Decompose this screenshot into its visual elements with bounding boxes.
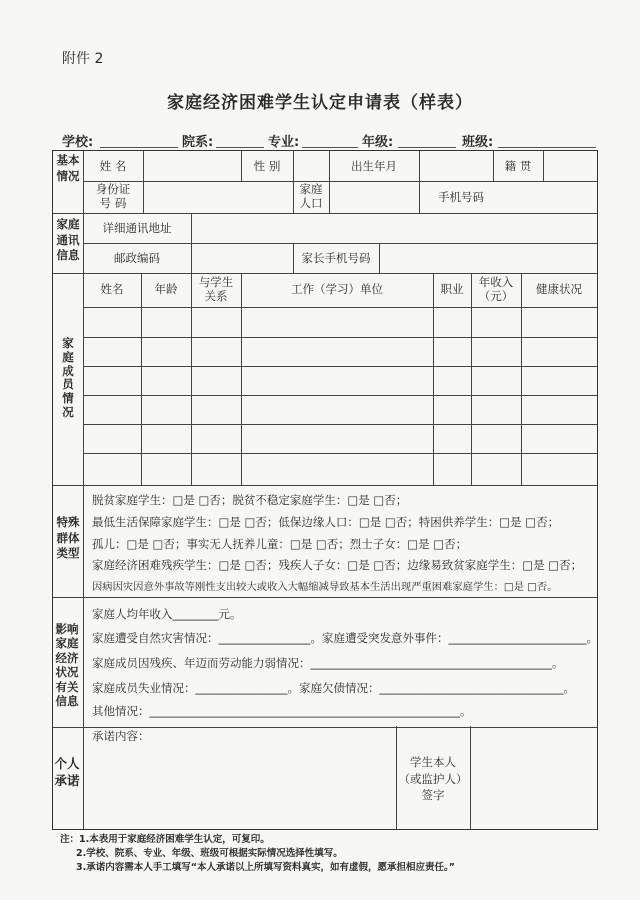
members-col-health: 健康状况: [536, 282, 582, 296]
economic-line-4[interactable]: 家庭成员失业情况：________________。家庭欠债情况：________________________________。: [92, 681, 575, 695]
birth-label: 出生年月: [351, 159, 397, 173]
address-label: 详细通讯地址: [102, 221, 172, 235]
members-col-age: 年龄: [154, 282, 178, 296]
name-field[interactable]: [145, 153, 239, 179]
id-number-field[interactable]: [145, 183, 291, 211]
members-col-income: 年收入 （元）: [478, 275, 514, 304]
gender-field[interactable]: [295, 153, 327, 179]
class-field[interactable]: [498, 147, 596, 148]
department-field[interactable]: [216, 147, 264, 148]
form-notes: [60, 833, 455, 874]
section-basic-info: 基本 情况: [56, 153, 80, 183]
economic-line-2[interactable]: 家庭遭受自然灾害情况：________________。家庭遭受突发意外事件：________________________。: [92, 631, 598, 645]
special-line-3[interactable]: 孤儿：□是 □否；事实无人抚养儿童：□是 □否；烈士子女：□是 □否；: [92, 537, 468, 551]
economic-line-3[interactable]: 家庭成员因残疾、年迈而劳动能力弱情况：__________________________________________。: [92, 656, 564, 670]
economic-line-5[interactable]: 其他情况：______________________________________________________。: [92, 704, 472, 718]
promise-content-field[interactable]: [92, 746, 392, 824]
birth-field[interactable]: [421, 153, 491, 179]
economic-line-1[interactable]: 家庭人均年收入________元。: [92, 607, 242, 621]
household-size-field[interactable]: [331, 183, 417, 211]
promise-content-label: 承诺内容：: [92, 729, 150, 743]
school-field[interactable]: [100, 147, 178, 148]
note-2: 2.学校、院系、专业、年级、班级可根据实际情况选择性填写。: [76, 847, 343, 859]
section-economic-info: 影响 家庭 经济 状况 有关 信息: [55, 622, 79, 708]
special-line-2[interactable]: 最低生活保障家庭学生：□是 □否；低保边缘人口：□是 □否；特困供养学生：□是 □否；: [92, 515, 560, 529]
note-1: 注：1.本表用于家庭经济困难学生认定，可复印。: [60, 834, 270, 845]
signature-label: 学生本人 （或监护人） 签字: [398, 755, 468, 803]
section-special-groups: 特殊 群体 类型: [56, 515, 80, 561]
parent-mobile-field[interactable]: [381, 245, 595, 271]
form-title: 家庭经济困难学生认定申请表（样表）: [167, 93, 473, 113]
special-line-4[interactable]: 家庭经济困难残疾学生：□是 □否；残疾人子女：□是 □否；边缘易致贫家庭学生：□是 □否；: [92, 558, 583, 572]
native-place-label: 籍 贯: [504, 159, 532, 173]
department-label: 院系:: [182, 135, 214, 150]
school-label: 学校:: [62, 135, 94, 150]
parent-mobile-label: 家长手机号码: [301, 251, 371, 265]
grade-field[interactable]: [398, 147, 456, 148]
members-col-relation: 与学生 关系: [198, 275, 234, 304]
class-label: 班级:: [462, 135, 494, 150]
native-place-field[interactable]: [545, 153, 595, 179]
application-form-table: [52, 150, 598, 830]
special-line-5[interactable]: 因病因灾因意外事故等刚性支出较大或收入大幅缩减导致基本生活出现严重困难家庭学生：□是 □否。: [92, 581, 558, 593]
gender-label: 性 别: [253, 159, 281, 173]
members-col-workplace: 工作（学习）单位: [291, 282, 383, 296]
special-line-1[interactable]: 脱贫家庭学生：□是 □否；脱贫不稳定家庭学生：□是 □否；: [92, 493, 408, 507]
section-contact-info: 家庭 通讯 信息: [56, 217, 80, 263]
mobile-field[interactable]: [505, 183, 595, 211]
household-size-label: 家庭 人口: [299, 182, 323, 211]
members-entry-area[interactable]: [85, 309, 595, 483]
postal-code-label: 邮政编码: [114, 251, 160, 265]
members-col-name: 姓名: [100, 282, 124, 296]
postal-code-field[interactable]: [193, 245, 291, 271]
attachment-label: 附件 2: [62, 51, 104, 67]
members-col-occupation: 职业: [440, 282, 464, 296]
name-label: 姓 名: [99, 159, 127, 173]
address-field[interactable]: [193, 215, 595, 241]
mobile-label: 手机号码: [438, 190, 484, 204]
major-field[interactable]: [302, 147, 358, 148]
id-number-label: 身份证 号 码: [95, 182, 131, 211]
section-family-members: 家 庭 成 员 情 况: [62, 336, 74, 419]
note-3: 3.承诺内容需本人手工填写“本人承诺以上所填写资料真实，如有虚假，愿承担相应责任。”: [76, 861, 455, 873]
grade-label: 年级:: [362, 135, 394, 150]
major-label: 专业:: [268, 135, 300, 150]
signature-field[interactable]: [472, 730, 596, 828]
section-personal-promise: 个人 承诺: [54, 756, 80, 788]
